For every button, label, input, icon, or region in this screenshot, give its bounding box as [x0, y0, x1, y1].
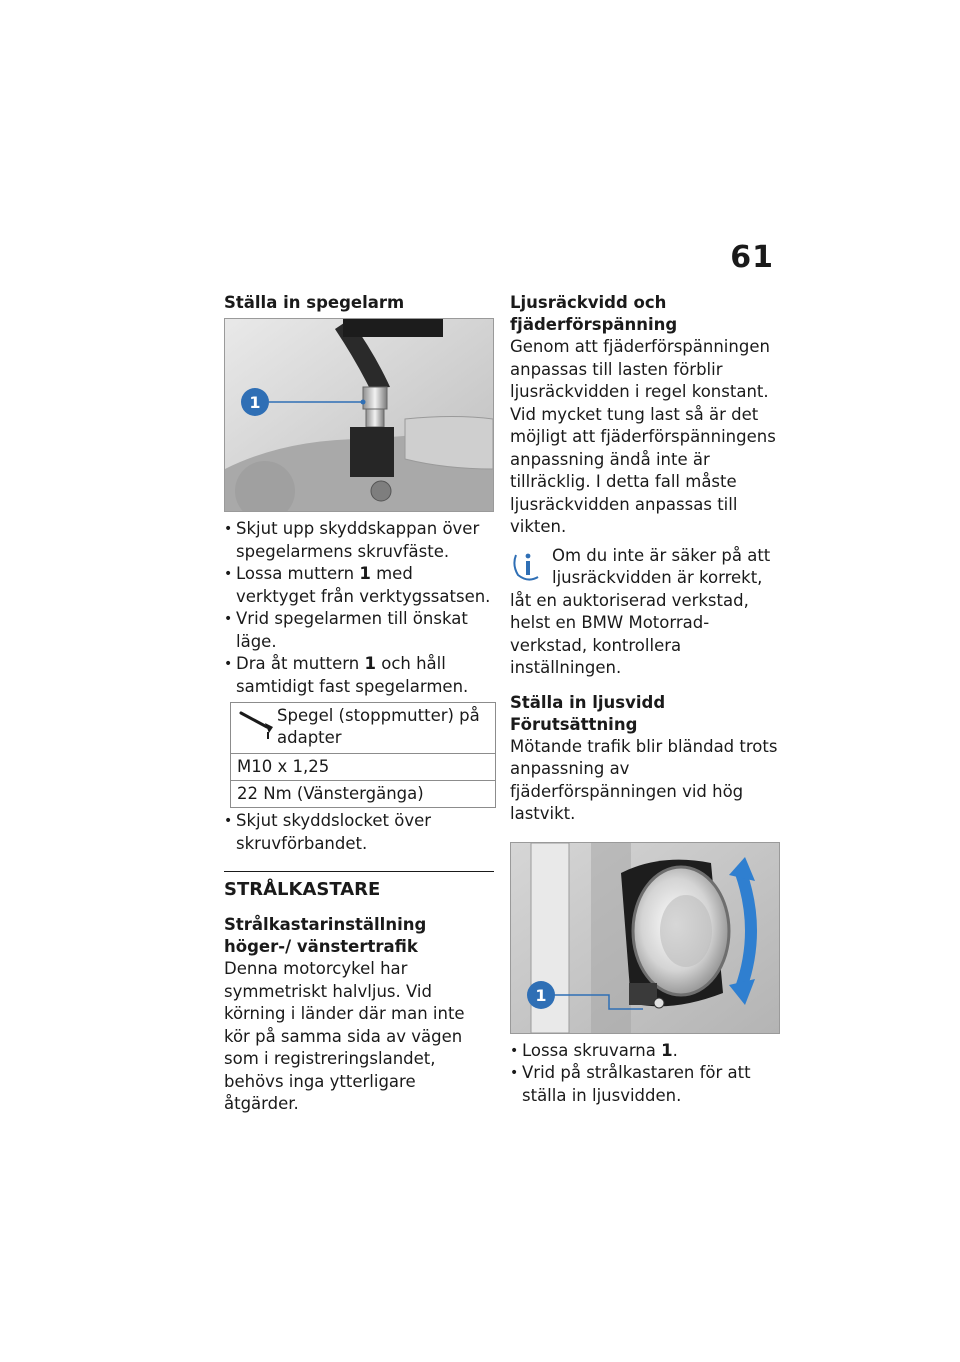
section-headlight	[224, 871, 494, 902]
figure2-callout: 1	[535, 985, 547, 1005]
torque-spec-thread: M10 x 1,25	[231, 754, 495, 781]
mirror-steps	[224, 518, 494, 698]
mirror-step-2: • Lossa muttern 1 med verktyget från verktygssatsen.	[224, 563, 494, 608]
mirror-final-step	[224, 810, 494, 855]
torque-spec-header	[231, 703, 495, 754]
light-range-text-1: Genom att fjäderförspänningen anpassas till lasten förblir ljusräckvidden i regel konstant.	[510, 337, 770, 401]
section-title: STRÅLKASTARE	[224, 879, 381, 900]
heading-traffic: Strålkastarinställning höger-/ vänstertrafik	[224, 915, 427, 956]
mirror-step-4: • Dra åt muttern 1 och håll samtidigt fast spegelarmen.	[224, 653, 494, 698]
heading-adjust-light: Ställa in ljusvidd	[510, 692, 666, 712]
prerequisite-text: Mötande trafik blir bländad trots anpassning av fjäderförspänningen vid hög lastvikt.	[510, 736, 778, 823]
mirror-step-5: • Skjut skyddslocket över skruvförbandet.	[224, 810, 494, 855]
figure1-callout: 1	[249, 393, 261, 412]
info-note-rest: låt en auktoriserad verkstad, helst en BMW Motorrad-verkstad, kontrollera inställningen.	[510, 590, 749, 677]
left-column	[224, 292, 494, 1116]
mirror-step-3: • Vrid spegelarmen till önskat läge.	[224, 608, 494, 653]
torque-spec-table	[230, 702, 496, 808]
heading-prerequisite: Förutsättning	[510, 714, 638, 734]
headlight-figure	[510, 842, 780, 1034]
mirror-arm-figure	[224, 318, 494, 512]
mirror-arm-illustration	[225, 319, 493, 511]
right-column	[510, 292, 782, 1107]
heading-light-range: Ljusräckvidd och fjäderförspänning	[510, 293, 678, 334]
info-note	[510, 545, 782, 680]
traffic-text: Denna motorcykel har symmetriskt halvljus. Vid körning i länder där man inte kör på samma sida av vägen som i registreringslandet, behövs inga ytterligare åtgärder.	[224, 959, 465, 1113]
torque-spec-value: 22 Nm (Vänstergänga)	[237, 784, 424, 803]
torque-wrench-icon	[237, 705, 277, 749]
torque-spec-title: Spegel (stoppmutter) på adapter	[277, 706, 480, 747]
light-range-text-2: Vid mycket tung last så är det möjligt att fjäderförspänningens anpassning ändå inte är tillräcklig. I detta fall måste ljusräckvidden anpassas till vikten.	[510, 404, 776, 536]
headlight-steps	[510, 1040, 782, 1108]
page-number: 61	[730, 240, 774, 275]
info-note-first: Om du inte är säker på att ljusräckvidden är korrekt,	[552, 545, 771, 587]
headlight-illustration	[511, 843, 779, 1033]
headlight-step-1: • Lossa skruvarna 1.	[510, 1040, 782, 1063]
mirror-step-1: • Skjut upp skyddskappan över spegelarmens skruvfäste.	[224, 518, 494, 563]
heading-mirror-arm: Ställa in spegelarm	[224, 293, 405, 312]
headlight-step-2: • Vrid på strålkastaren för att ställa in ljusvidden.	[510, 1062, 782, 1107]
info-icon	[510, 547, 546, 587]
